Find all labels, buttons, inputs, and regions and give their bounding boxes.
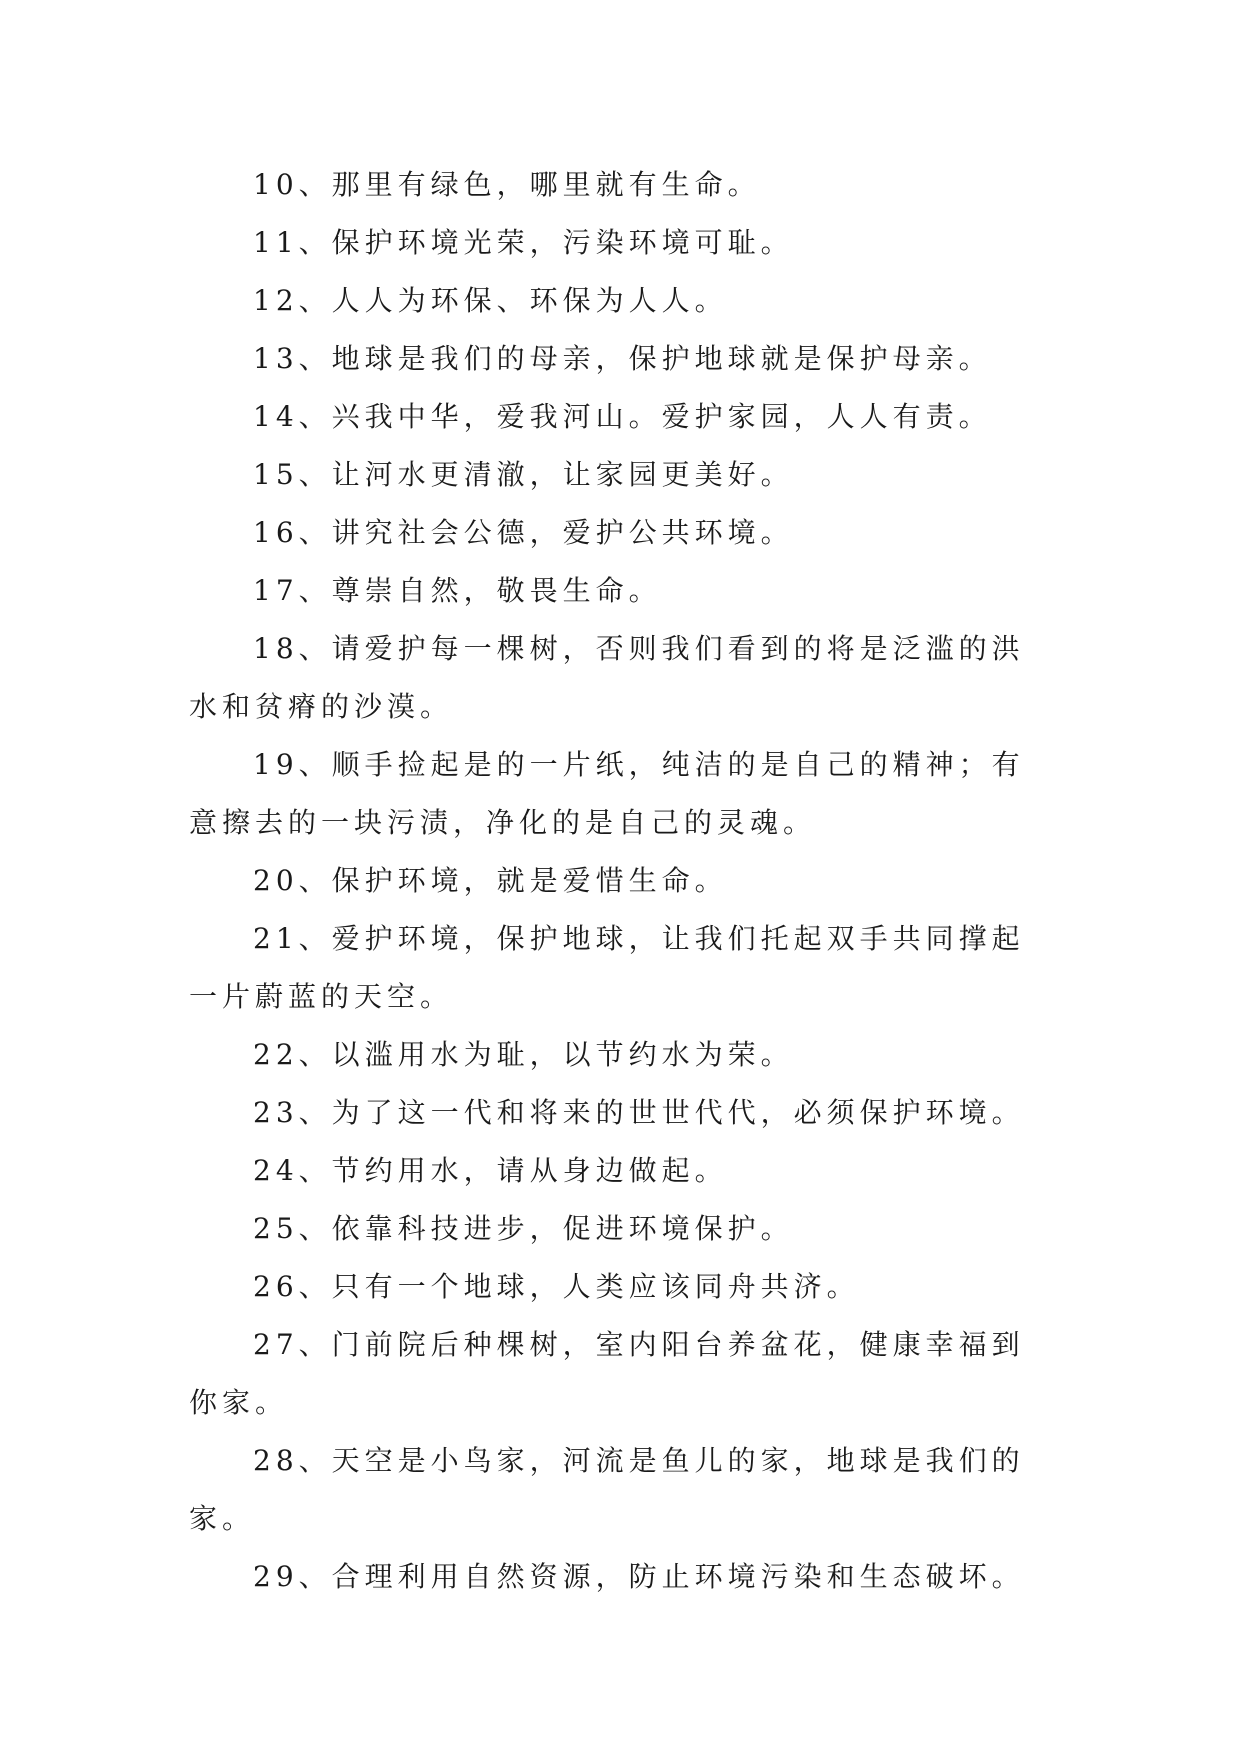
paragraph-19: 19、顺手捡起是的一片纸，纯洁的是自己的精神；有意擦去的一块污渍，净化的是自己的灵魂。	[189, 748, 1025, 839]
paragraph-14: 14、兴我中华，爱我河山。爱护家园，人人有责。	[253, 400, 992, 433]
paragraph-22: 22、以滥用水为耻，以节约水为荣。	[253, 1038, 794, 1071]
paragraph-23: 23、为了这一代和将来的世世代代，必须保护环境。	[253, 1096, 1025, 1129]
paragraph-20: 20、保护环境，就是爱惜生命。	[253, 864, 728, 897]
paragraph-21: 21、爱护环境，保护地球，让我们托起双手共同撑起一片蔚蓝的天空。	[189, 922, 1025, 1013]
paragraph-15: 15、让河水更清澈，让家园更美好。	[253, 458, 794, 491]
paragraph-24: 24、节约用水，请从身边做起。	[253, 1154, 728, 1187]
paragraph-27: 27、门前院后种棵树，室内阳台养盆花，健康幸福到你家。	[189, 1328, 1025, 1419]
paragraph-28: 28、天空是小鸟家，河流是鱼儿的家，地球是我们的家。	[189, 1444, 1025, 1535]
paragraph-18: 18、请爱护每一棵树，否则我们看到的将是泛滥的洪水和贫瘠的沙漠。	[189, 632, 1025, 723]
paragraph-25: 25、依靠科技进步，促进环境保护。	[253, 1212, 794, 1245]
document-body	[189, 156, 1055, 1606]
paragraph-13: 13、地球是我们的母亲，保护地球就是保护母亲。	[253, 342, 992, 375]
paragraph-11: 11、保护环境光荣，污染环境可耻。	[253, 226, 794, 259]
paragraph-12: 12、人人为环保、环保为人人。	[253, 284, 728, 317]
paragraph-10: 10、那里有绿色，哪里就有生命。	[253, 168, 761, 201]
paragraph-29: 29、合理利用自然资源，防止环境污染和生态破坏。	[253, 1560, 1025, 1593]
paragraph-16: 16、讲究社会公德，爱护公共环境。	[253, 516, 794, 549]
paragraph-17: 17、尊崇自然，敬畏生命。	[253, 574, 662, 607]
paragraph-26: 26、只有一个地球，人类应该同舟共济。	[253, 1270, 860, 1303]
